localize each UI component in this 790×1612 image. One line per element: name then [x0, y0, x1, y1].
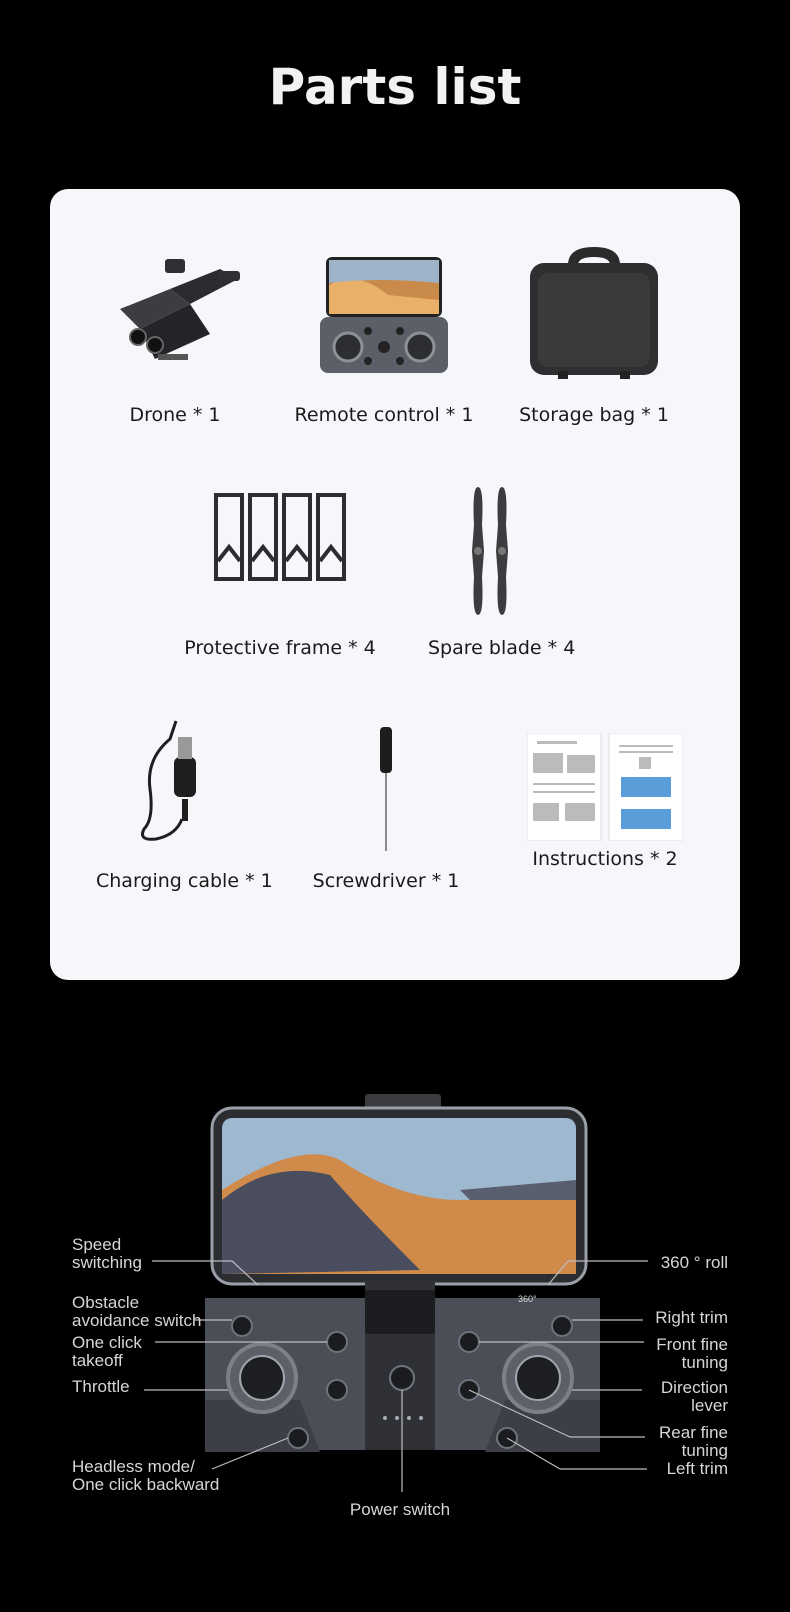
- instructions-icon: [527, 733, 683, 841]
- part-label: Screwdriver * 1: [312, 870, 460, 892]
- label-right-trim: Right trim: [655, 1308, 728, 1327]
- part-label: Storage bag * 1: [519, 404, 669, 426]
- label-speed-switching: Speed switching: [72, 1235, 142, 1272]
- part-label: Remote control * 1: [294, 404, 474, 426]
- label-obstacle-avoidance: Obstacle avoidance switch: [72, 1293, 202, 1330]
- label-throttle: Throttle: [72, 1377, 130, 1396]
- label-left-trim: Left trim: [666, 1459, 728, 1478]
- part-charging-cable: [96, 719, 273, 892]
- label-headless-mode: Headless mode/ One click backward: [72, 1457, 220, 1494]
- remote-control-icon: [318, 255, 450, 377]
- spare-blade-icon: [468, 485, 512, 617]
- screwdriver-icon: [376, 725, 396, 853]
- storage-bag-icon: [528, 245, 660, 380]
- label-front-fine-tuning: Front fine tuning: [656, 1335, 728, 1372]
- page-title: Parts list: [268, 58, 522, 116]
- label-one-click-takeoff: One click takeoff: [72, 1333, 142, 1370]
- part-screwdriver: [312, 725, 460, 892]
- part-drone: [110, 249, 240, 426]
- part-storage-bag: [519, 245, 669, 426]
- parts-card: [50, 189, 740, 980]
- charging-cable-icon: [136, 719, 206, 845]
- label-360-roll: 360 ° roll: [660, 1253, 728, 1272]
- label-rear-fine-tuning: Rear fine tuning: [659, 1423, 728, 1460]
- drone-icon: [110, 249, 240, 379]
- part-instructions: [527, 733, 683, 870]
- part-label: Protective frame * 4: [184, 637, 376, 659]
- roll-badge: 360°: [518, 1294, 537, 1304]
- part-label: Drone * 1: [129, 404, 221, 426]
- part-remote-control: [294, 255, 474, 426]
- part-label: Charging cable * 1: [96, 870, 273, 892]
- protective-frame-icon: [212, 491, 348, 583]
- part-label: Instructions * 2: [532, 848, 678, 870]
- part-label: Spare blade * 4: [428, 637, 576, 659]
- label-direction-lever: Direction lever: [660, 1378, 728, 1415]
- part-protective-frame: [184, 491, 376, 659]
- label-power-switch: Power switch: [349, 1500, 451, 1519]
- part-spare-blade: [428, 485, 576, 659]
